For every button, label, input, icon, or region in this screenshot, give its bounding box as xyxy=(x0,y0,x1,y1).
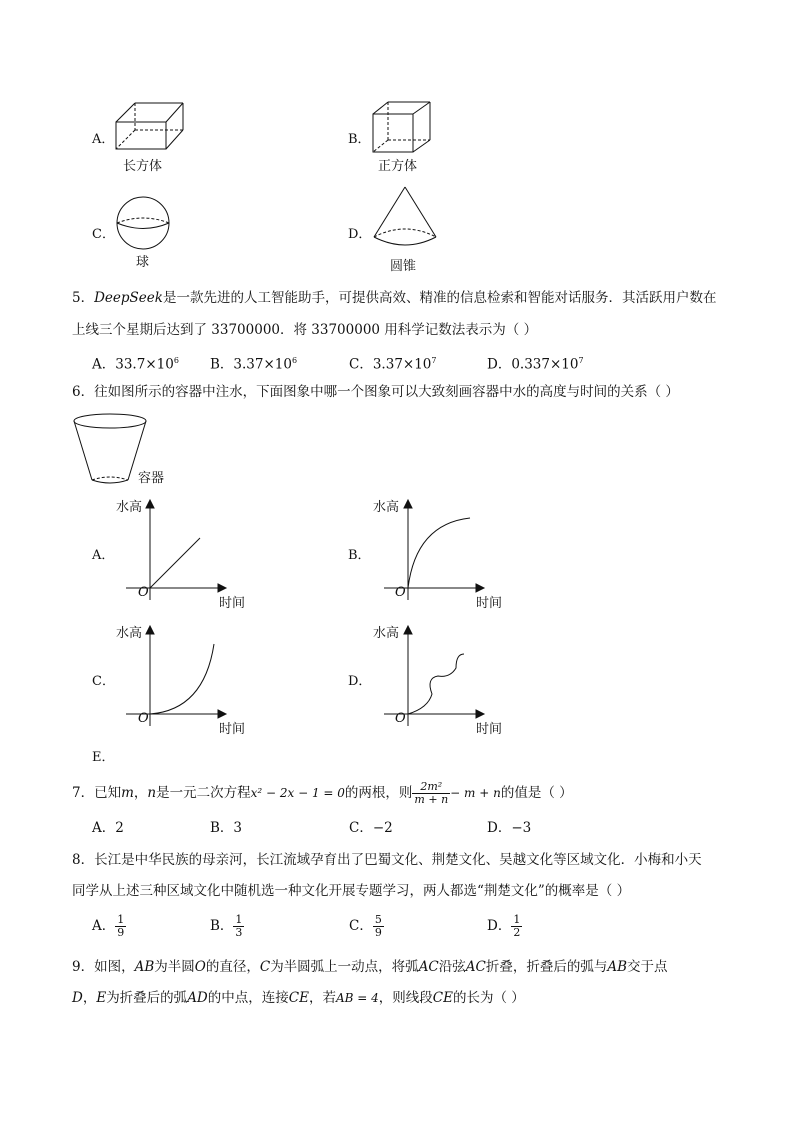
graph-a-label: A． xyxy=(92,548,115,563)
graph-c-origin: O xyxy=(138,711,149,726)
graph-a-x-label: 时间 xyxy=(219,596,246,611)
sphere-icon xyxy=(114,196,174,250)
q7-option-d: D．−3 xyxy=(487,820,532,836)
q8-option-b: B． $\frac{1}{3}$ xyxy=(210,913,243,939)
option-c-label: C． xyxy=(92,227,115,242)
graph-d-curve xyxy=(408,654,464,714)
q9-stem-line2: D，E为折叠后的弧AD的中点，连接CE，若AB = 4，则线段CE的长为（ ） xyxy=(72,990,525,1006)
q7-fraction: $\frac{\text{2m²}}{m + n}$ xyxy=(414,780,449,806)
graph-a-curve xyxy=(150,538,200,588)
graph-d-label: D． xyxy=(348,674,372,689)
q5-stem-line1 xyxy=(72,288,716,308)
graph-c-label: C． xyxy=(92,674,115,689)
q5-option-d: D．$0.337\times 10^7$ xyxy=(487,356,584,373)
q8-option-c: C． $\frac{5}{9}$ xyxy=(349,913,382,939)
graph-b-origin: O xyxy=(395,585,406,600)
q7-stem: 7．已知m，n是一元二次方程x² − 2x − 1 = 0的两根，则 $\frac{\text{2m²}}{m + n}$ − m + n的值是（ ） xyxy=(72,780,573,806)
graph-a-y-label: 水高 xyxy=(116,500,143,515)
q5-brand: DeepSeek xyxy=(94,290,163,306)
cone-icon xyxy=(370,185,440,251)
q5-text: 是一款先进的人工智能助手，可提供高效、精准的信息检索和智能对话服务．其活跃用户数在 xyxy=(162,290,717,306)
option-a-label: A． xyxy=(92,132,115,147)
graph-b-curve xyxy=(408,518,470,588)
q7-option-c: C．−2 xyxy=(349,820,393,836)
option-b-label: B． xyxy=(348,132,371,147)
option-d-label: D． xyxy=(348,227,372,242)
option-e-label: E． xyxy=(92,750,115,765)
graph-b-label: B． xyxy=(348,548,371,563)
cuboid-icon xyxy=(113,100,183,152)
q5-number: 5． xyxy=(72,290,95,306)
q7-option-a: A．2 xyxy=(92,820,124,836)
graph-c-y-label: 水高 xyxy=(116,626,143,641)
cube-icon xyxy=(370,100,434,154)
q8-option-d: D． $\frac{1}{2}$ xyxy=(487,913,521,939)
q9-stem-line1: 9．如图，AB为半圆O的直径，C为半圆弧上一动点，将弧AC沿弦AC折叠，折叠后的弧与AB交于点 xyxy=(72,959,668,975)
option-a-caption: 长方体 xyxy=(123,159,163,174)
graph-c-curve xyxy=(150,644,214,714)
option-c-caption: 球 xyxy=(136,255,150,270)
q5-option-b: B．$3.37\times 10^6$ xyxy=(210,356,298,373)
q5-stem-line2: 上线三个星期后达到了 33700000．将 33700000 用科学记数法表示为（ ） xyxy=(72,322,538,338)
graph-d-origin: O xyxy=(395,711,406,726)
option-b-caption: 正方体 xyxy=(378,159,418,174)
q7-equation: x² − 2x − 1 = 0 xyxy=(250,786,345,800)
graph-c-x-label: 时间 xyxy=(219,722,246,737)
graph-d-x-label: 时间 xyxy=(476,722,503,737)
option-d-caption: 圆锥 xyxy=(390,259,417,274)
q8-stem-line1: 8．长江是中华民族的母亲河，长江流域孕育出了巴蜀文化、荆楚文化、吴越文化等区域文化．小梅和小天 xyxy=(72,852,702,868)
graph-b-x-label: 时间 xyxy=(476,596,503,611)
graph-a-origin: O xyxy=(138,585,149,600)
graph-b-y-label: 水高 xyxy=(373,500,400,515)
graph-d-y-label: 水高 xyxy=(373,626,400,641)
q8-stem-line2: 同学从上述三种区域文化中随机选一种文化开展专题学习，两人都选“荆楚文化”的概率是（ ） xyxy=(72,883,631,899)
q5-option-c: C．$3.37\times 10^7$ xyxy=(349,356,437,373)
q5-option-a: A．$33.7\times 10^6$ xyxy=(92,356,179,373)
q6-stem: 6．往如图所示的容器中注水，下面图象中哪一个图象可以大致刻画容器中水的高度与时间的关系（ ） xyxy=(72,384,679,400)
q8-option-a: A． $\frac{1}{9}$ xyxy=(92,913,125,939)
q7-option-b: B．3 xyxy=(210,820,243,836)
container-label: 容器 xyxy=(138,471,165,486)
